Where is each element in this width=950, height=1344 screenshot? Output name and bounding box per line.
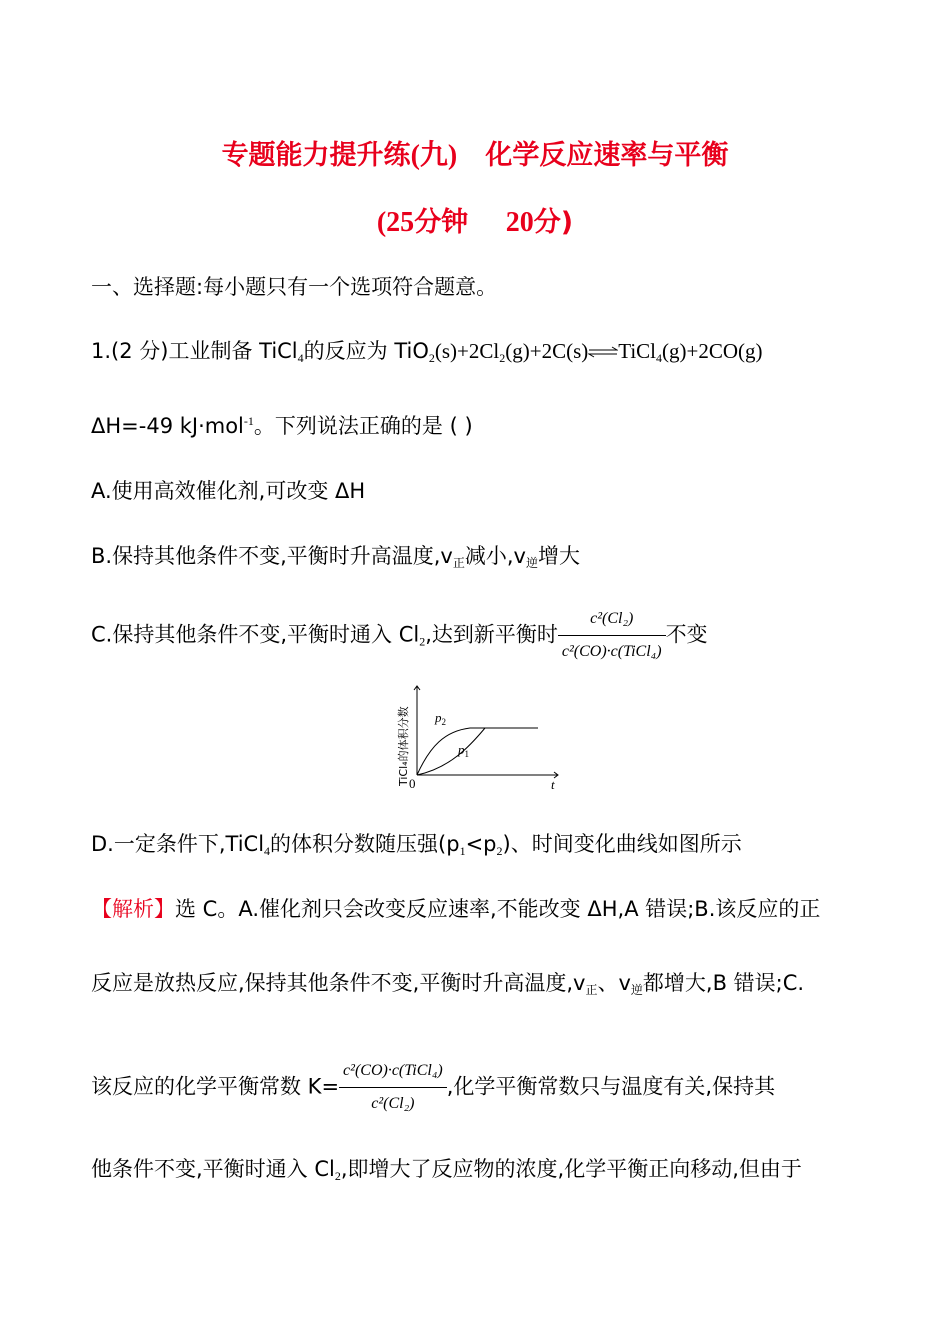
x-axis-label: t [551,777,555,792]
curve-p1 [417,728,485,775]
p1-label [457,742,469,759]
question-1-enthalpy [91,411,473,441]
subtitle-time: (25 [376,207,415,238]
fraction-numerator: c²(Cl₂) [558,604,666,636]
analysis-tag: 【解析】 [91,897,175,921]
option-d-sub: 2 [496,844,503,858]
option-c [91,604,708,667]
fraction-denominator: c²(CO)·c(TiCl₄) [561,643,662,660]
title-topic: 化学反应速率与平衡 [485,140,729,171]
q1-prompt: 。下列说法正确的是 ( ) [253,414,473,438]
sub-reverse: 逆 [525,556,538,570]
option-d-text: )、时间变化曲线如图所示 [502,832,742,856]
q1-sup: -1 [243,414,254,428]
q1-text-4: (g)+2C(s) [505,339,589,363]
q1-text-1: 1.(2 分)工业制备 TiCl [91,339,298,363]
title-main: 专题能力提升练 [221,140,411,171]
option-d-text: 的体积分数随压强(p [270,832,460,856]
option-a: A.使用高效催化剂,可改变 ΔH [91,479,366,503]
title-paren: (九) [410,140,458,171]
option-c-text: ,达到新平衡时 [425,622,558,647]
option-d-sub: 4 [264,844,271,858]
curve-p2 [417,728,538,775]
q1-delta-h: ΔH=-49 kJ·mol [91,414,244,438]
analysis-text: 他条件不变,平衡时通入 Cl [91,1157,335,1181]
section-heading: 一、选择题:每小题只有一个选项符合题意。 [91,275,498,299]
option-c-text: C.保持其他条件不变,平衡时通入 Cl [91,622,420,647]
analysis-text: 、v [597,971,631,995]
y-axis-label: TiCl₄的体积分数 [397,706,410,786]
sub-forward: 正 [452,556,465,570]
q1-text-6: (g)+2CO(g) [662,339,763,363]
fraction-numerator: c²(CO)·c(TiCl₄) [339,1056,447,1088]
subtitle-points: 分) [533,207,574,238]
option-b-text: B.保持其他条件不变,平衡时升高温度,v [91,544,453,568]
option-c-text: 不变 [665,622,708,647]
analysis-text: ,即增大了反应物的浓度,化学平衡正向移动,但由于 [340,1157,802,1181]
p2-label [434,710,446,727]
question-1-stem [91,336,763,366]
q1-text-2: 的反应为 TiO [303,339,429,363]
fraction-denominator: c²(Cl₂) [371,1095,415,1112]
analysis-line-1 [91,894,820,924]
analysis-text: ,化学平衡常数只与温度有关,保持其 [446,1074,776,1099]
p2-sub: 2 [441,717,446,727]
p1-sub: 1 [464,749,469,759]
analysis-line-3 [91,1056,775,1119]
option-d [91,829,742,859]
analysis-line-2 [91,968,804,998]
option-b [91,541,580,571]
q1-sub: 2 [499,351,506,365]
q1-sub: 4 [297,351,304,365]
page-subtitle [0,200,950,239]
q1-text-3: (s)+2Cl [434,339,500,363]
analysis-text: 都增大,B 错误;C. [642,971,805,995]
volume-fraction-graph [390,676,570,796]
analysis-sub: 2 [334,1169,341,1183]
equilibrium-constant-fraction [339,1056,447,1119]
subtitle-minutes: 分钟 [414,207,469,238]
q1-text-5: TiCl [618,339,656,363]
option-c-sub: 2 [419,634,426,649]
option-d-text: <p [465,832,497,856]
analysis-text: 反应是放热反应,保持其他条件不变,平衡时升高温度,v [91,971,586,995]
option-b-text: 增大 [538,544,580,568]
option-d-text: D.一定条件下,TiCl [91,832,265,856]
analysis-text: 该反应的化学平衡常数 K= [91,1074,340,1099]
sub-forward: 正 [585,983,598,997]
analysis-text: 选 C。A.催化剂只会改变反应速率,不能改变 ΔH,A 错误;B.该反应的正 [175,897,821,921]
p1-letter: p [458,742,465,757]
origin-label: 0 [409,776,416,791]
option-b-text: 减小,v [464,544,526,568]
q1-sub: 4 [656,351,662,365]
sub-reverse: 逆 [630,983,643,997]
q1-sub: 2 [428,351,435,365]
subtitle-score: 20 [505,207,534,238]
option-c-fraction [558,604,666,667]
p2-letter: p [435,710,442,725]
analysis-line-4 [91,1154,802,1184]
page-title [0,133,950,173]
option-d-sub: 1 [459,844,466,858]
equilibrium-arrow-icon [588,346,618,358]
